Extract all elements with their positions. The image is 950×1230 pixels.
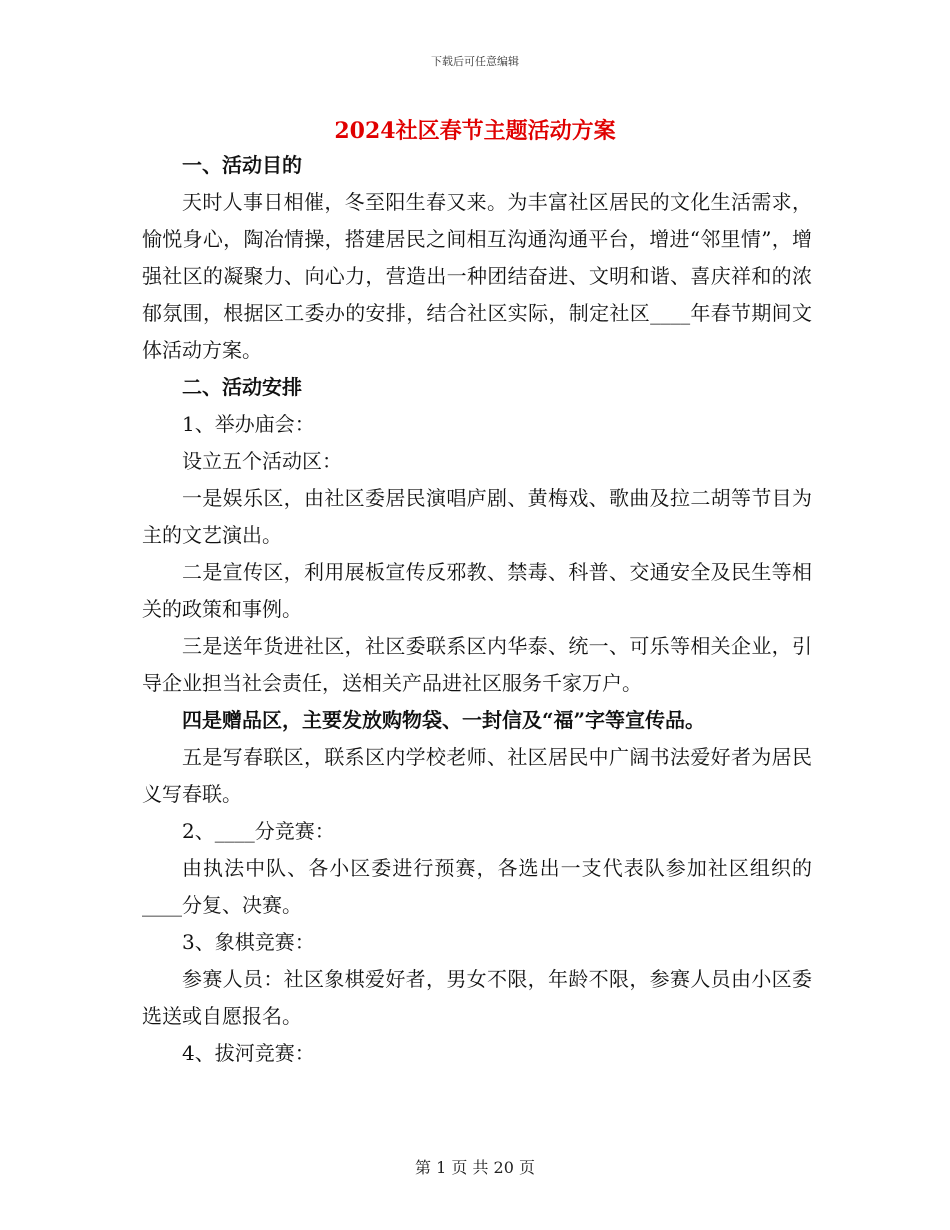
paragraph-zone-4: 四是赠品区，主要发放购物袋、一封信及“福”字等宣传品。 [182,708,706,732]
document-title: 2024社区春节主题活动方案 [334,118,616,144]
item-chess: 3、象棋竞赛： [182,930,315,954]
item-competition-2: 2、____分竞赛： [182,819,335,843]
paragraph-five-zones: 设立五个活动区： [182,449,342,473]
page-footer: 第 1 页 共 20 页 [415,1158,535,1177]
document-body [142,147,812,1072]
paragraph-zone-2: 二是宣传区，利用展板宣传反邪教、禁毒、科普、交通安全及民生等相关的政策和事例。 [142,560,812,621]
item-tug-of-war: 4、拔河竞赛： [182,1041,315,1065]
section-heading-arrangement: 二、活动安排 [182,375,302,399]
paragraph-chess: 参赛人员：社区象棋爱好者，男女不限，年龄不限，参赛人员由小区委选送或自愿报名。 [142,967,812,1028]
paragraph-competition-2: 由执法中队、各小区委进行预赛，各选出一支代表队参加社区组织的____分复、决赛。 [142,856,812,917]
paragraph-purpose: 天时人事日相催，冬至阳生春又来。为丰富社区居民的文化生活需求，愉悦身心，陶冶情操，搭建居民之间相互沟通沟通平台，增进“邻里情”，增强社区的凝聚力、向心力，营造出一种团结奋进、文明和谐、喜庆祥和的浓郁氛围，根据区工委办的安排，结合社区实际，制定社区____年春节期间文体活动方案。 [142,190,812,362]
paragraph-zone-5: 五是写春联区，联系区内学校老师、社区居民中广阔书法爱好者为居民义写春联。 [142,745,812,806]
section-heading-purpose: 一、活动目的 [182,153,302,177]
paragraph-zone-1: 一是娱乐区，由社区委居民演唱庐剧、黄梅戏、歌曲及拉二胡等节目为主的文艺演出。 [142,486,812,547]
paragraph-zone-3: 三是送年货进社区，社区委联系区内华泰、统一、可乐等相关企业，引导企业担当社会责任，送相关产品进社区服务千家万户。 [142,634,812,695]
item-temple-fair: 1、举办庙会： [182,412,315,436]
page-header-note: 下载后可任意编辑 [431,55,519,68]
